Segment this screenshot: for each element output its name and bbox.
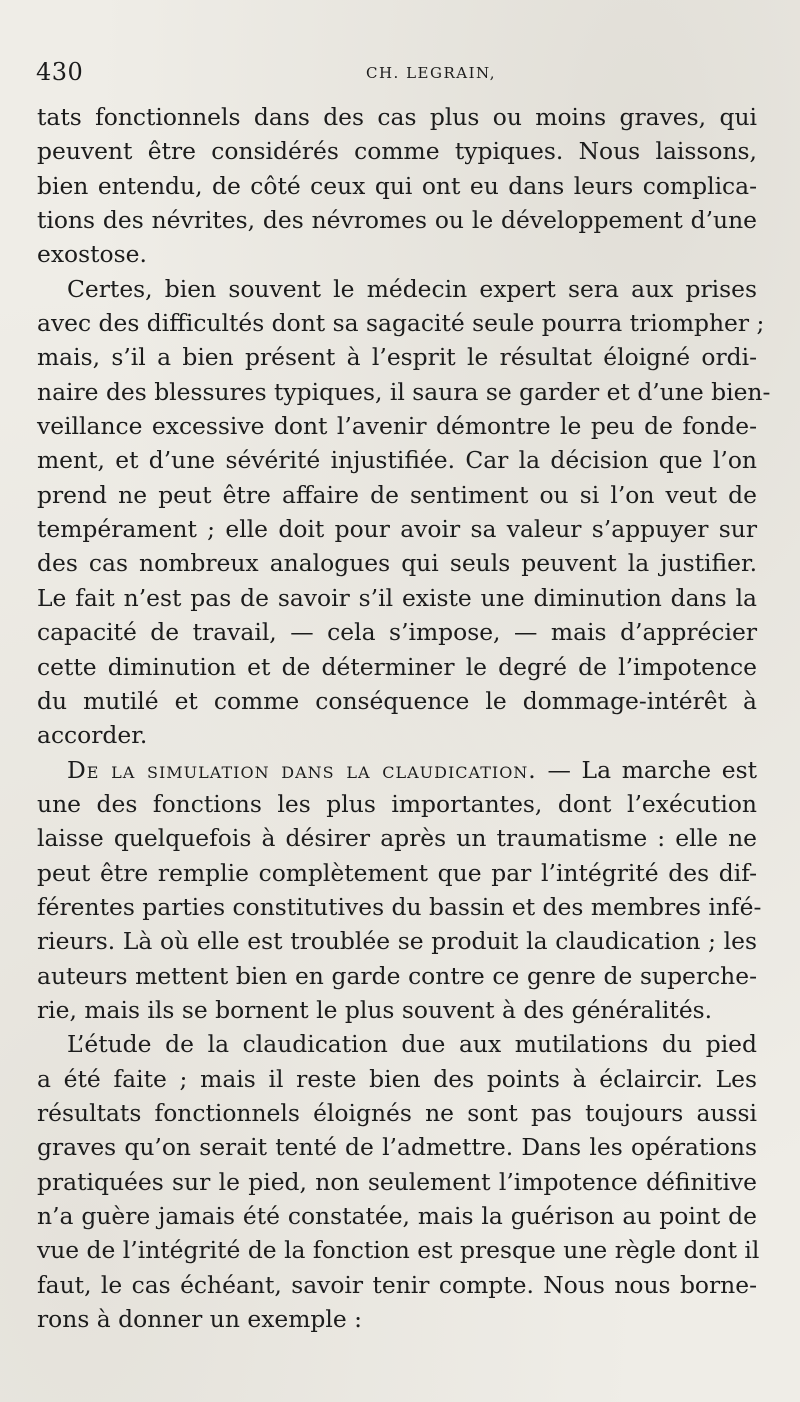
text-line: L’étude de la claudication due aux mutilations du pied: [67, 1030, 757, 1059]
text-line: laisse quelquefois à désirer après un traumatisme : elle ne: [37, 824, 757, 853]
text-line: mais, s’il a bien présent à l’esprit le résultat éloigné ordi-: [37, 343, 757, 372]
text-line: auteurs mettent bien en garde contre ce genre de superche-: [37, 961, 757, 990]
body-text: [37, 100, 771, 1336]
text-line: ment, et d’une sévérité injustifiée. Car la décision que l’on: [37, 446, 757, 475]
text-line: du mutilé et comme conséquence le dommage-intérêt à: [37, 686, 757, 715]
text-line: vue de l’intégrité de la fonction est presque une règle dont il: [37, 1236, 760, 1265]
text-line: tats fonctionnels dans des cas plus ou moins graves, qui: [37, 103, 757, 131]
text-line: pratiquées sur le pied, non seulement l’impotence définitive: [37, 1167, 757, 1196]
text-line: exostose.: [37, 240, 147, 269]
text-line: prend ne peut être affaire de sentiment ou si l’on veut de: [37, 480, 757, 509]
text-line: une des fonctions les plus importantes, dont l’exécution: [37, 789, 757, 818]
text-line: peut être remplie complètement que par l’intégrité des dif-: [37, 858, 757, 887]
text-line: capacité de travail, — cela s’impose, — mais d’apprécier: [37, 618, 757, 647]
text-line: faut, le cas échéant, savoir tenir compte. Nous nous borne-: [37, 1270, 757, 1299]
text-line: des cas nombreux analogues qui seuls peuvent la justifier.: [37, 549, 757, 578]
text-line: graves qu’on serait tenté de l’admettre. Dans les opérations: [37, 1133, 757, 1162]
section-title: De la simulation dans la claudication.: [67, 755, 537, 784]
text-line: accorder.: [37, 721, 148, 750]
running-head: CH. LEGRAIN,: [366, 64, 496, 82]
text-line: a été faite ; mais il reste bien des points à éclaircir. Les: [37, 1064, 757, 1093]
section-title-continuation: — La marche est: [536, 755, 757, 784]
text-line: Certes, bien souvent le médecin expert sera aux prises: [67, 274, 757, 303]
text-line: bien entendu, de côté ceux qui ont eu dans leurs complica-: [37, 171, 757, 200]
text-line: n’a guère jamais été constatée, mais la guérison au point de: [37, 1202, 757, 1230]
text-line: tions des névrites, des névromes ou le développement d’une: [37, 206, 757, 235]
page-header: [36, 58, 756, 94]
page-number: 430: [36, 58, 84, 86]
text-line: tempérament ; elle doit pour avoir sa valeur s’appuyer sur: [37, 515, 757, 544]
text-line: [37, 753, 757, 787]
text-line: rie, mais ils se bornent le plus souvent à des généralités.: [37, 995, 713, 1024]
text-line: résultats fonctionnels éloignés ne sont pas toujours aussi: [37, 1098, 757, 1127]
text-line: férentes parties constitutives du bassin et des membres infé-: [37, 892, 762, 921]
text-line: rons à donner un exemple :: [37, 1305, 363, 1334]
text-line: cette diminution et de déterminer le degré de l’impotence: [37, 652, 757, 681]
text-line: rieurs. Là où elle est troublée se produit la claudication ; les: [37, 927, 757, 956]
text-line: Le fait n’est pas de savoir s’il existe une diminution dans la: [37, 583, 757, 612]
text-line: veillance excessive dont l’avenir démontre le peu de fonde-: [37, 412, 757, 441]
text-line: naire des blessures typiques, il saura se garder et d’une bien-: [37, 377, 771, 406]
text-line: peuvent être considérés comme typiques. Nous laissons,: [37, 137, 757, 166]
text-line: avec des difficultés dont sa sagacité seule pourra triompher ;: [37, 309, 765, 338]
